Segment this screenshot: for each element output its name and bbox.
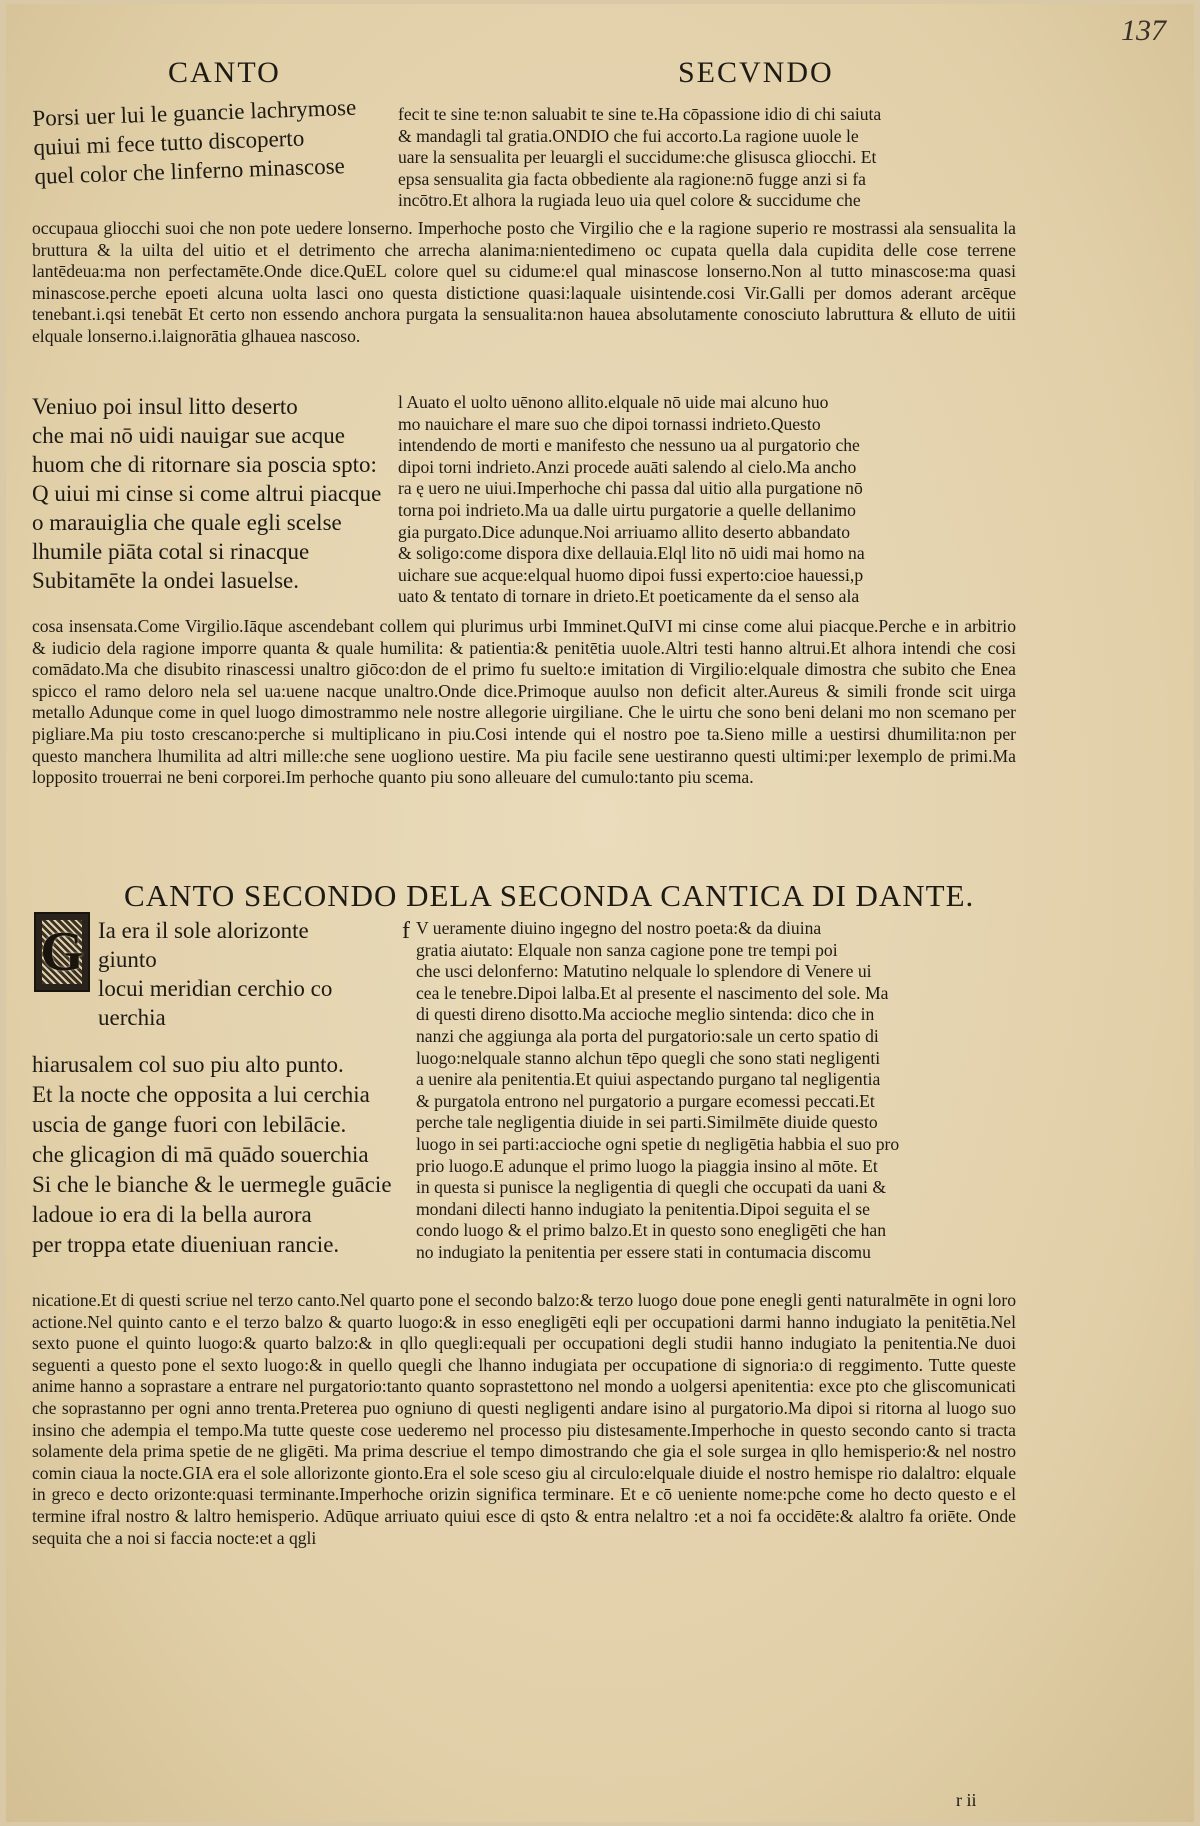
commentary-line: di questi direno disotto.Ma accioche meglio sintenda: dico che in [416, 1004, 875, 1025]
verse-line: ladoue io era di la bella aurora [32, 1202, 312, 1227]
commentary-3-full [32, 1290, 1016, 1549]
commentary-initial: f [402, 918, 410, 944]
verse-line: lhumile piāta cotal si rinacque [32, 539, 310, 564]
verse-line: locui meridian cerchio co [98, 976, 333, 1001]
verse-line: uscia de gange fuori con lebilācie. [32, 1112, 347, 1137]
canto-title: CANTO SECONDO DELA SECONDA CANTICA DI DANTE. [124, 878, 975, 913]
verse-line: per troppa etate diueniuan rancie. [32, 1232, 340, 1257]
verse-line: Subitamēte la ondei lasuelse. [32, 568, 299, 593]
commentary-line: torna poi indrieto.Ma ua dalle uirtu purgatorie a quelle dellanimo [398, 499, 856, 520]
running-head-left: CANTO [168, 56, 281, 89]
verse-line: che mai nō uidi nauigar sue acque [32, 423, 345, 448]
book-page [6, 4, 1194, 1822]
commentary-line: gratia aiutato: Elquale non sanza cagione pone tre tempi poi [416, 939, 838, 960]
verse-line: giunto [98, 947, 157, 972]
commentary-line: gia purgato.Dice adunque.Noi arriuamo allito deserto abbandato [398, 521, 851, 542]
commentary-line: ra ę uero ne uiui.Imperhoche chi passa dal uitio alla purgatione nō [398, 478, 863, 499]
commentary-line: cea le tenebre.Dipoi lalba.Et al presente el nascimento del sole. Ma [416, 982, 889, 1003]
commentary-line: nanzi che aggiunga ala porta del purgatorio:sale un certo spatio di [416, 1025, 879, 1046]
commentary-line: condo luogo & el primo balzo.Et in questo sono enegligēti che han [416, 1220, 887, 1241]
verse-line: Ia era il sole alorizonte [98, 918, 309, 943]
commentary-line: uichare sue acque:elqual huomo dipoi fussi experto:cioe hauessi,p [398, 564, 864, 585]
commentary-line: & soligo:come dispora dixe dellauia.Elql lito nō uidi mai homo na [398, 543, 865, 564]
commentary-line: dipoi torni indrieto.Anzi procede auāti salendo al cielo.Ma ancho [398, 456, 857, 477]
commentary-line: V ueramente diuino ingegno del nostro poeta:& da diuina [416, 918, 822, 938]
commentary-1-full [32, 218, 1016, 348]
verse-line: che glicagion di mā quādo souerchia [32, 1142, 369, 1167]
commentary-2-right [398, 392, 1016, 608]
verse-line: Q uiui mi cinse si come altrui piacque [32, 481, 382, 506]
commentary-paragraph: occupaua gliocchi suoi che non pote uedere lonserno. Imperhoche posto che Virgilio che e la ragione superio re mostrassi ala sensualita la bruttura & la uilta del uitio et el detrimento che arrecha alanima:nientedimeno oc cupata quella dala cupidita delle cose terrene lantēdeua:ma non perfectamēte.Onde dice.QuEL colore quel su cidume:el qual minascose lonserno.Non al tutto minascose:ma quasi minascose.perche epoeti alcuna uolta lasci ono questa distictione quasi:laquale uisintende.cosi Vir.Galli per domos aderant arcēque tenebant.i.qsi tenebāt Et certo non essendo anchora purgata la sensualita:non hauea absolutamente conosciuto labruttura & elluto de uitii elquale lonserno.i.laignorātia glhauea nascoso. [32, 218, 1016, 346]
commentary-line: & purgatola entrono nel purgatorio a purgare ecomessi peccati.Et [416, 1090, 875, 1111]
running-head-right: SECVNDO [678, 56, 834, 89]
verse-stanza-2 [32, 392, 381, 595]
commentary-line: prio luogo.E adunque el primo luogo la piaggia insino al mōte. Et [416, 1155, 878, 1176]
commentary-line: & mandagli tal gratia.ONDIO che fui accorto.La ragione uuole le [398, 125, 859, 146]
verse-stanza-3 [32, 1050, 392, 1260]
decorated-initial [34, 912, 90, 992]
commentary-line: epsa sensualita gia facta obbediente ala ragione:nō fugge anzi si fa [398, 168, 866, 189]
verse-line: o marauiglia che quale egli scelse [32, 510, 342, 535]
verse-line: quiui mi fece tutto discoperto [33, 125, 305, 160]
commentary-line: luogo:nelquale stanno alchun tēpo quegli che sono stati negligenti [416, 1047, 881, 1068]
commentary-line: a uenire ala penitentia.Et quiui aspectando purgano tal negligentia [416, 1069, 881, 1090]
verse-stanza-1 [32, 93, 359, 191]
commentary-2-full [32, 616, 1016, 789]
commentary-line: l Auato el uolto uēnono allito.elquale nō uide mai alcuno huo [398, 392, 829, 412]
commentary-line: fecit te sine te:non saluabit te sine te.Ha cōpassione idio di chi saiuta [398, 104, 882, 124]
commentary-line: mondani dilecti hanno indugiato la penitentia.Dipoi seguita el se [416, 1198, 870, 1219]
verse-line: hiarusalem col suo piu alto punto. [32, 1052, 344, 1077]
verse-line: quel color che linferno minascose [34, 153, 346, 189]
verse-line: Si che le bianche & le uermegle guācie [32, 1172, 392, 1197]
commentary-line: incōtro.Et alhora la rugiada leuo uia quel colore & succidume che [398, 190, 861, 211]
verse-line: Et la nocte che opposita a lui cerchia [32, 1082, 370, 1107]
initial-letter: G [40, 921, 84, 983]
commentary-line: no indugiato la penitentia per essere stati in contumacia discomu [416, 1241, 871, 1262]
verse-line: Veniuo poi insul litto deserto [32, 394, 298, 419]
commentary-paragraph: cosa insensata.Come Virgilio.Iāque ascendebant collem qui plurimus urbi Imminet.QuIVI mi cinse come alui piacque.Perche e in arbitrio & iudicio dela ragione imporre quanta & quale humilita: & patientia:& penitētia uuole.Altri testi hanno altrui.Et alhora intendi che cosi comādato.Ma che disubito rinascessi unaltro giōco:don de el primo fu suelto:e imitation di Virgilio:elquale dimostra che subito che Enea spicco el ramo deloro nela sel ua:uene nacque unaltro.Onde dice.Primoque auulso non deficit alter.Aureus & simili fronde scit uirga metallo Adunque come in quel luogo dimostrammo nele nostre allegorie uirgiliane. Che le uirtu che sono beni delani mo non scemano per pigliare.Ma piu tosto crescano:perche si multiplicano in piu.Cosi intende qui el nostro poe ta.Sieno mille a uestirsi dhumilita:non per questo manchera lhumilita ad altri mille:che sene uogliono uestire. Ma piu facile sene uestiranno questi ultimi:per lexemplo de primi.Ma lopposito trouerrai ne beni corporei.Im perhoche quanto piu sono alleuare del cumulo:tanto piu scema. [32, 616, 1016, 788]
commentary-line: in questa si punisce la negligentia di quegli che occupati da uani & [416, 1177, 887, 1198]
verse-line: Porsi uer lui le guancie lachrymose [32, 94, 357, 131]
commentary-line: luogo in sei parti:accioche ogni spetie dı negligētia habbia el suo pro [416, 1133, 900, 1154]
folio-number: 137 [1121, 14, 1166, 47]
verse-beside-initial [98, 916, 332, 1032]
commentary-line: uare la sensualita per leuargli el succidume:che glisusca gliocchi. Et [398, 147, 877, 168]
verse-line: uerchia [98, 1005, 166, 1030]
commentary-line: perche tale negligentia diuide in sei parti.Similmēte diuide questo [416, 1112, 878, 1133]
commentary-line: che usci delonferno: Matutino nelquale lo splendore di Venere ui [416, 961, 872, 982]
commentary-line: intendendo de morti e manifesto che nessuno ua al purgatorio che [398, 435, 860, 456]
signature-mark: r ii [956, 1790, 977, 1810]
commentary-paragraph: nicatione.Et di questi scriue nel terzo canto.Nel quarto pone el secondo balzo:& terzo luogo doue pone enegli genti naturalmēte in ogni loro actione.Nel quinto canto e el terzo balzo & quarto luogo:& in esso enegligēti eqli per occupationi darmi hanno indugiato la penitētia.Nel sexto puone el quinto luogo:& quarto balzo:& in qllo quegli:equali per occupationi degli studii hanno indugiato la penitentia.Ne duoi seguenti a questo pone el sexto luogo:& in quello quegli che lhanno indugiata per occupatione di signoria:o di reggimento. Tutte queste anime hanno a soprastare a entrare nel purgatorio:tanto quanto soprastettono nel mondo a uolgersi apenitentia: exce pto che gliscomunicati che soprastanno per ogni anno trenta.Preterea puo ogniuno di questi negligenti andare isino al purgatorio.Ma dipoi si ritorna al luogo suo insino che adempia el tempo.Ma tutte queste cose uederemo nel processo piu distesamente.Imperhoche in questo secondo canto si tracta solamente dela prima spetie de ne gligēti. Ma prima descriue el tempo dimostrando che gia el sole surgea in qllo hemisperio:& nel nostro comin ciaua la nocte.GIA era el sole allorizonte gionto.Era el sole sceso giu al circulo:elquale diuide el nostro hemispe rio dalaltro: elquale in greco e decto orizonte:quasi terminante.Imperhoche orizin significa terminare. Et e cō ueniente nome:pche come ho decto questo e el termine ifral nostro & laltro hemisperio. Adūque arriuato quiui esce di qsto & entra nelaltro :et a noi fa occidēte:& alaltro fa oriēte. Onde sequita che a noi si faccia nocte:et a qgli [32, 1290, 1016, 1548]
commentary-line: uato & tentato di tornare in drieto.Et poeticamente da el senso ala [398, 586, 860, 607]
commentary-line: mo nauichare el mare suo che dipoi tornassi indrieto.Questo [398, 413, 821, 434]
commentary-1-right [398, 104, 1016, 212]
commentary-3-right [416, 918, 1016, 1264]
verse-line: huom che di ritornare sia poscia spto: [32, 452, 377, 477]
